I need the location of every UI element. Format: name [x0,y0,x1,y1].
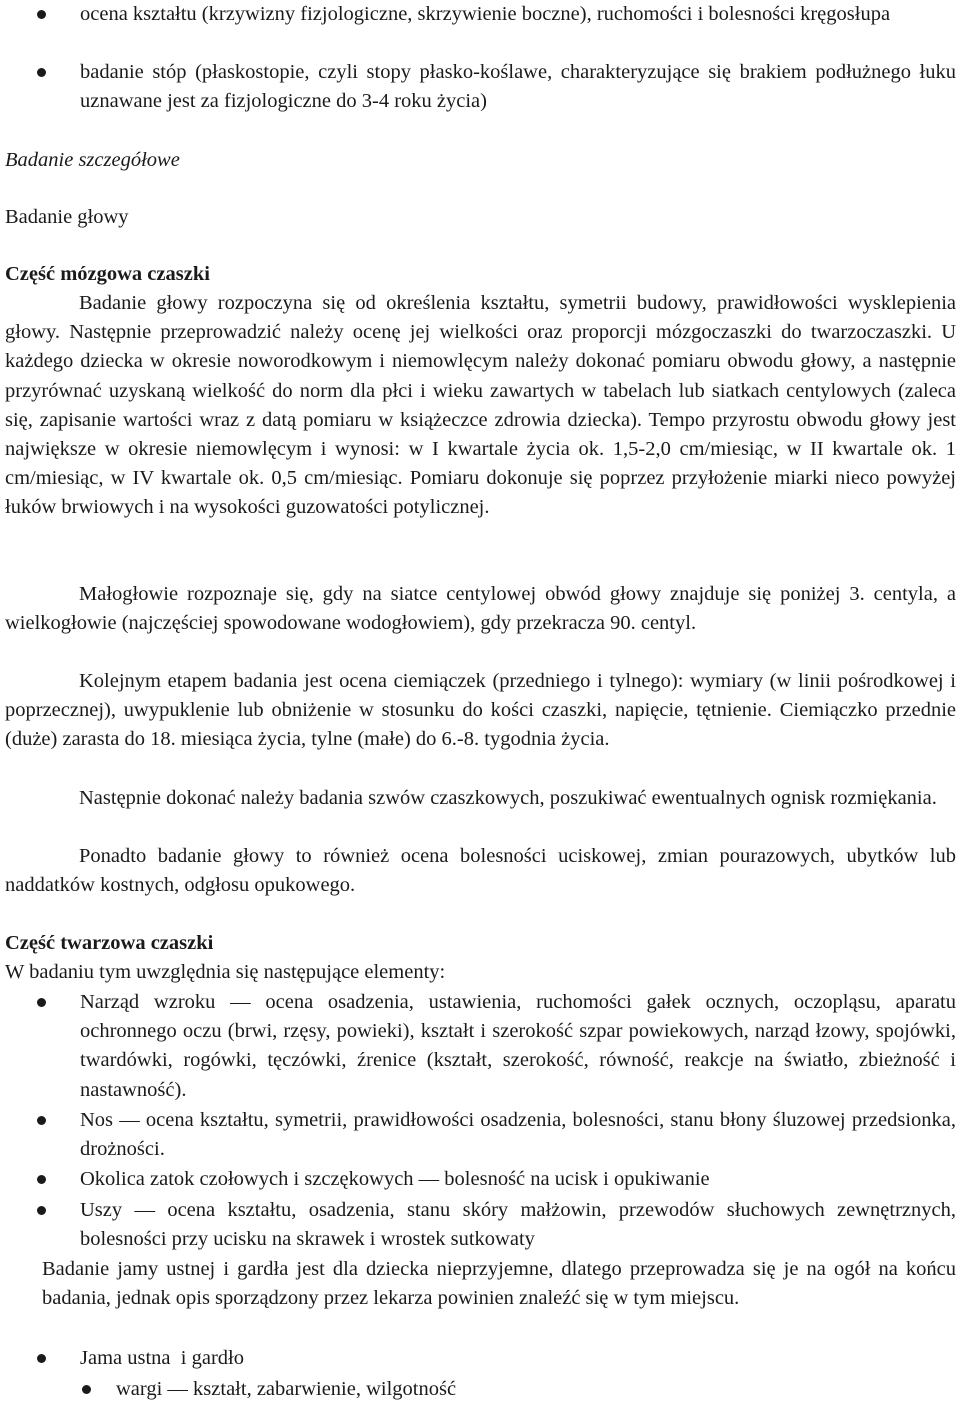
bullet-icon [37,1354,46,1363]
bullet-icon [37,998,46,1007]
list-item [0,988,960,1105]
list-item-text: Nos — ocena kształtu, symetrii, prawidłowości osadzenia, bolesności, stanu błony śluzowej przedsionka, drożności. [80,1109,956,1161]
list-item-text: wargi — kształt, zabarwienie, wilgotność [116,1378,457,1400]
heading-detailed-exam: Badanie szczegółowe [5,149,180,171]
bullet-icon [37,68,46,77]
list-item [0,1196,960,1254]
paragraph-microcephaly: Małogłowie rozpoznaje się, gdy na siatce centylowej obwód głowy znajduje się poniżej 3. centyla, a wielkogłowie (najczęściej spowodowane wodogłowiem), gdy przekracza 90. centyl. [5,583,956,635]
paragraph-cranial: Badanie głowy rozpoczyna się od określenia kształtu, symetrii budowy, prawidłowości wysklepienia głowy. Następnie przeprowadzić należy ocenę jej wielkości oraz proporcji mózgoczaszki do twarzoczaszki. U każdego dziecka w okresie noworodkowym i niemowlęcym należy dokonać pomiaru obwodu głowy, a następnie przyrównać uzyskaną wielkość do norm dla płci i wieku zawartych w tabelach lub siatkach centylowych (zaleca się, zapisanie wartości wraz z datą pomiaru w książeczce zdrowia dziecka). Tempo przyrostu obwodu głowy jest największe w okresie niemowlęcym i wynosi: w I kwartale życia ok. 1,5-2,0 cm/miesiąc, w II kwartale ok. 1 cm/miesiąc, w IV kwartale ok. 0,5 cm/miesiąc. Pomiaru dokonuje się poprzez przyłożenie miarki nieco powyżej łuków brwiowych i na wysokości guzowatości potylicznej. [5,292,956,519]
list-item-text: badanie stóp (płaskostopie, czyli stopy płasko-koślawe, charakteryzujące się brakiem podłużnego łuku uznawane jest za fizjologiczne do 3-4 roku życia) [80,61,956,113]
paragraph-tenderness: Ponadto badanie głowy to również ocena bolesności uciskowej, zmian pourazowych, ubytków lub naddatków kostnych, odgłosu opukowego. [5,845,956,897]
list-item-text: Narząd wzroku — ocena osadzenia, ustawienia, ruchomości gałek ocznych, oczopląsu, aparatu ochronnego oczu (brwi, rzęsy, powieki), kształt i szerokość szpar powiekowych, narząd łzowy, spojówki, twardówki, rogówki, tęczówki, źrenice (kształt, szerokość, równość, reakcje na światło, zbieżność i nastawność). [80,991,956,1101]
list-item [0,58,960,116]
paragraph-mouth: Badanie jamy ustnej i gardła jest dla dziecka nieprzyjemne, dlatego przeprowadza się je na ogół na końcu badania, jednak opis sporządzony przez lekarza powinien znaleźć się w tym miejscu. [42,1258,956,1310]
list-item-text: Jama ustna i gardło [80,1347,244,1369]
bullet-icon [37,1116,46,1125]
list-item-text: Uszy — ocena kształtu, osadzenia, stanu skóry małżowin, przewodów słuchowych zewnętrznych, bolesności przy ucisku na skrawek i wrostek sutkowaty [80,1199,956,1251]
list-item [0,1344,960,1373]
list-item-text: Okolica zatok czołowych i szczękowych — bolesność na ucisk i opukiwanie [80,1168,710,1190]
list-item [0,0,960,29]
intro-facial: W badaniu tym uwzględnia się następujące elementy: [5,961,446,983]
sub-list-item [0,1375,960,1404]
bullet-icon [37,10,46,19]
bullet-icon [82,1385,91,1394]
bullet-icon [37,1206,46,1215]
heading-cranial-part: Część mózgowa czaszki [5,263,210,285]
list-item [0,1106,960,1164]
heading-facial-part: Część twarzowa czaszki [5,932,214,954]
heading-head-exam: Badanie głowy [5,206,129,228]
paragraph-sutures: Następnie dokonać należy badania szwów czaszkowych, poszukiwać ewentualnych ognisk rozmiękania. [79,787,937,809]
bullet-icon [37,1175,46,1184]
list-item [0,1165,960,1194]
list-item-text: ocena kształtu (krzywizny fizjologiczne, skrzywienie boczne), ruchomości i bolesności kręgosłupa [80,3,891,25]
paragraph-fontanelles: Kolejnym etapem badania jest ocena ciemiączek (przedniego i tylnego): wymiary (w linii pośrodkowej i poprzecznej), uwypuklenie lub obniżenie w stosunku do kości czaszki, napięcie, tętnienie. Ciemiączko przednie (duże) zarasta do 18. miesiąca życia, tylne (małe) do 6.-8. tygodnia życia. [5,670,956,751]
